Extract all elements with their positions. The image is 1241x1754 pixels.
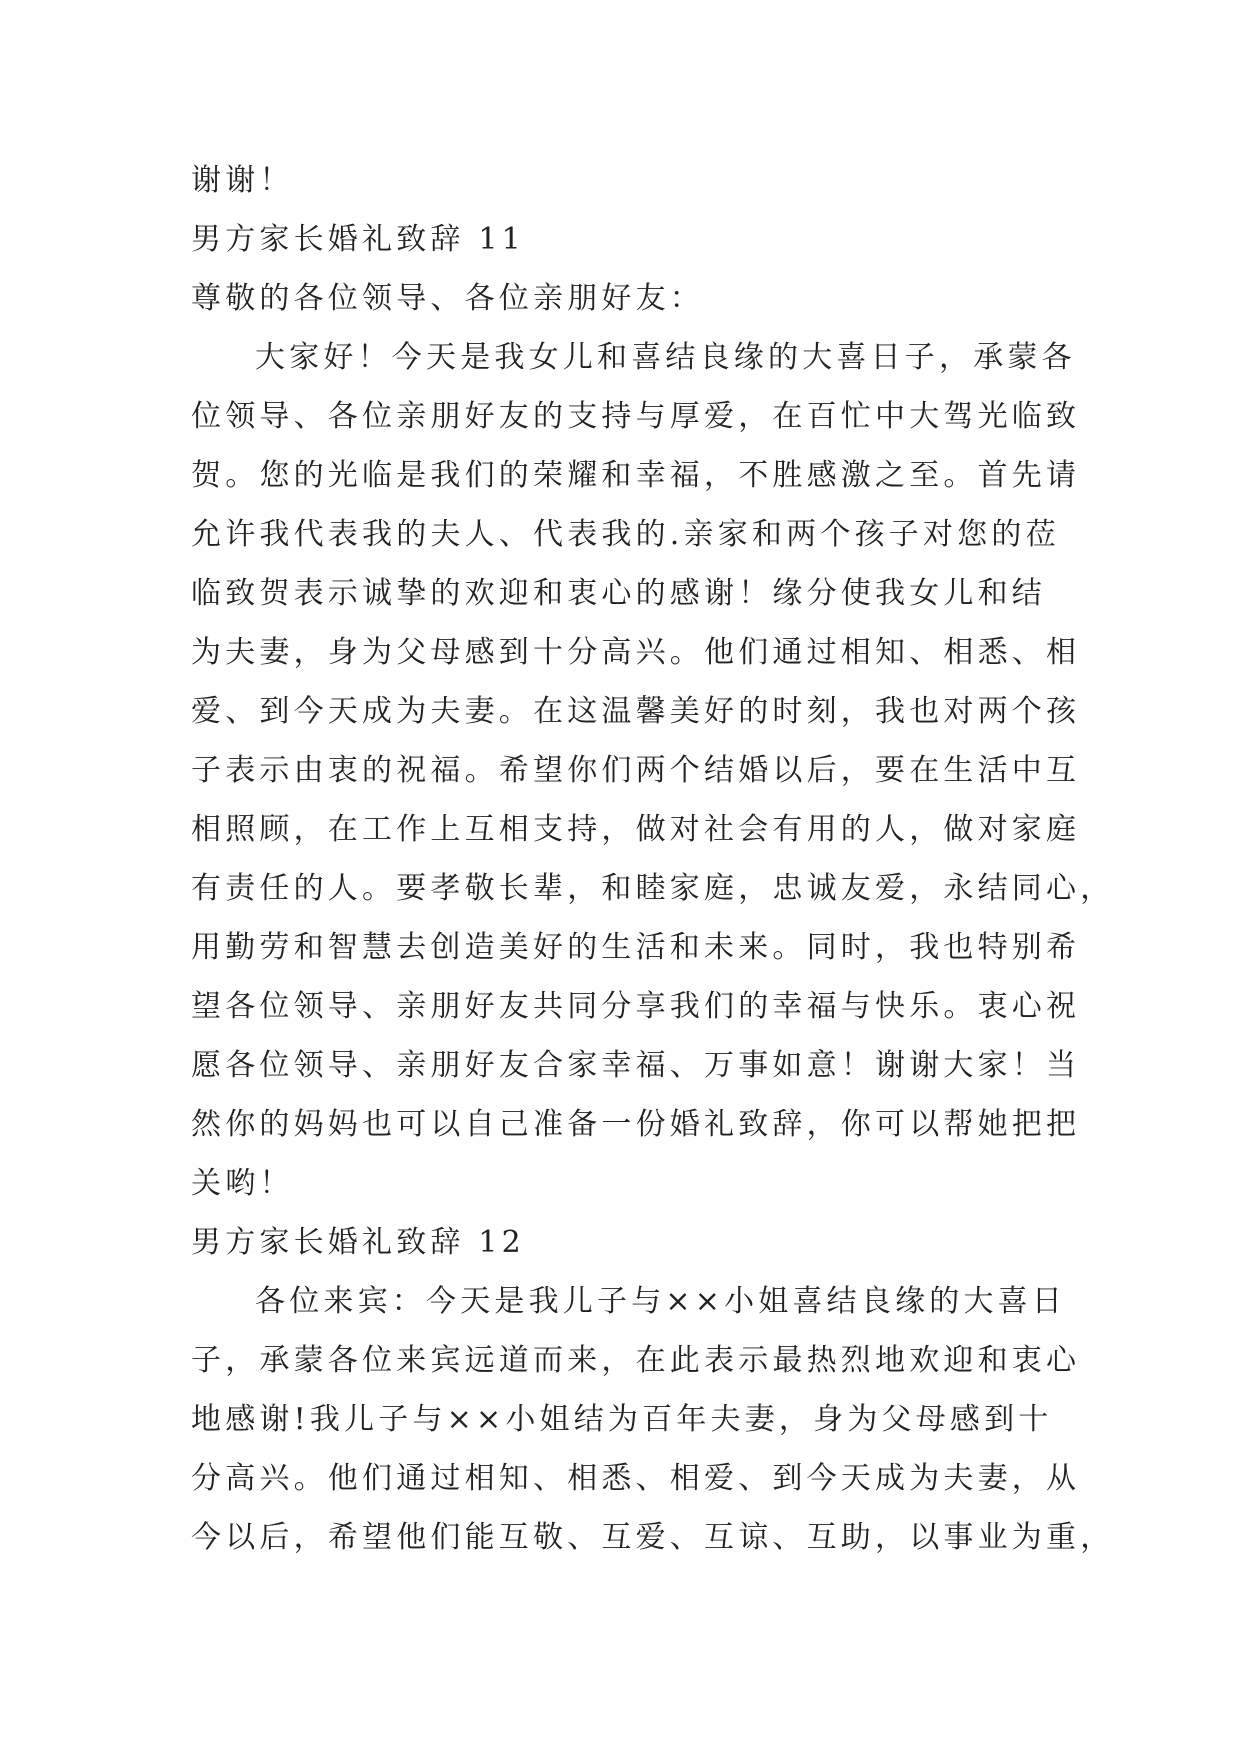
closing-text: 谢谢！ [191, 163, 294, 198]
closing-line [191, 151, 1051, 210]
section-12-paragraph [191, 1272, 1115, 1567]
section-heading-12-text: 男方家长婚礼致辞 12 [191, 1225, 525, 1260]
paragraph-line: 有责任的人。要孝敬长辈，和睦家庭，忠诚友爱，永结同心， [191, 871, 1115, 906]
paragraph-line: 爱、到今天成为夫妻。在这温馨美好的时刻，我也对两个孩 [191, 694, 1081, 729]
paragraph-line: 临致贺表示诚挚的欢迎和衷心的感谢！缘分使我女儿和结 [191, 576, 1046, 611]
paragraph-line: 子，承蒙各位来宾远道而来，在此表示最热烈地欢迎和衷心 [191, 1343, 1081, 1378]
section-heading-11 [191, 210, 1051, 269]
paragraph-line: 今以后，希望他们能互敬、互爱、互谅、互助，以事业为重， [191, 1520, 1115, 1555]
salutation-text: 尊敬的各位领导、各位亲朋好友： [191, 281, 704, 316]
section-heading-12 [191, 1213, 1051, 1272]
paragraph-line: 愿各位领导、亲朋好友合家幸福、万事如意！谢谢大家！当 [191, 1048, 1081, 1083]
paragraph-line: 贺。您的光临是我们的荣耀和幸福，不胜感激之至。首先请 [191, 458, 1081, 493]
paragraph-line: 相照顾，在工作上互相支持，做对社会有用的人，做对家庭 [191, 812, 1081, 847]
section-11-paragraph [191, 328, 1115, 1213]
document-body [191, 151, 1115, 1567]
paragraph-line: 大家好！今天是我女儿和喜结良缘的大喜日子，承蒙各 [255, 340, 1076, 375]
paragraph-line: 允许我代表我的夫人、代表我的.亲家和两个孩子对您的莅 [191, 517, 1060, 552]
paragraph-line: 关哟！ [191, 1166, 294, 1201]
paragraph-line: 分高兴。他们通过相知、相悉、相爱、到今天成为夫妻，从 [191, 1461, 1081, 1496]
paragraph-line: 子表示由衷的祝福。希望你们两个结婚以后，要在生活中互 [191, 753, 1081, 788]
paragraph-line: 地感谢!我儿子与××小姐结为百年夫妻，身为父母感到十 [191, 1402, 1053, 1437]
paragraph-line: 用勤劳和智慧去创造美好的生活和未来。同时，我也特别希 [191, 930, 1081, 965]
salutation [191, 269, 1051, 328]
paragraph-line: 各位来宾：今天是我儿子与××小姐喜结良缘的大喜日 [255, 1284, 1067, 1319]
paragraph-line: 然你的妈妈也可以自己准备一份婚礼致辞，你可以帮她把把 [191, 1107, 1081, 1142]
paragraph-line: 位领导、各位亲朋好友的支持与厚爱，在百忙中大驾光临致 [191, 399, 1081, 434]
section-heading-11-text: 男方家长婚礼致辞 11 [191, 222, 525, 257]
paragraph-line: 为夫妻，身为父母感到十分高兴。他们通过相知、相悉、相 [191, 635, 1081, 670]
paragraph-line: 望各位领导、亲朋好友共同分享我们的幸福与快乐。衷心祝 [191, 989, 1081, 1024]
